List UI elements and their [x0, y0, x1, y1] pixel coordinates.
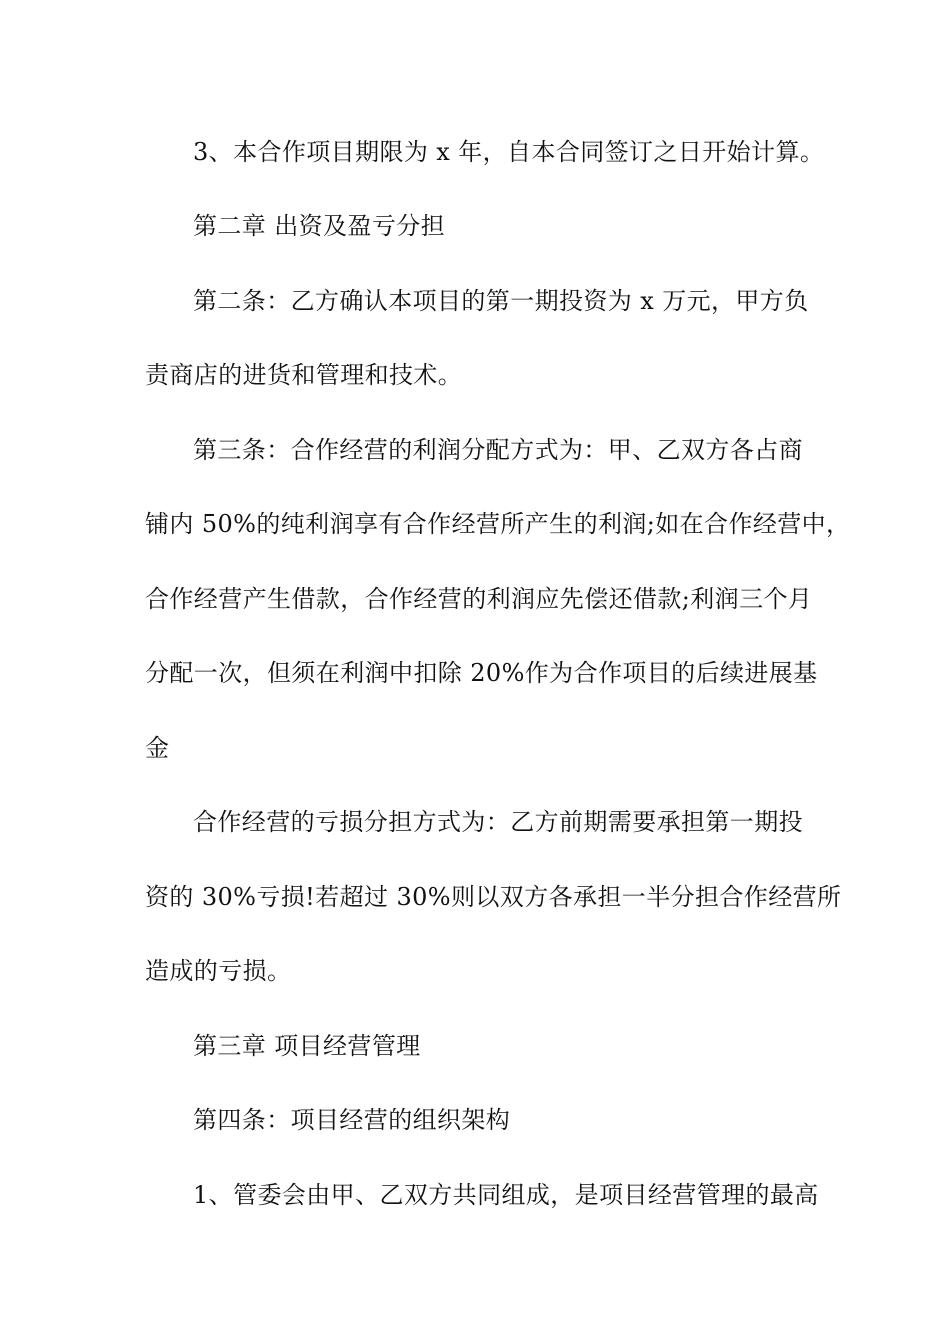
loss-sharing-line-2: 资的 30%亏损!若超过 30%则以双方各承担一半分担合作经营所 — [145, 883, 842, 911]
paragraph-term-duration: 3、本合作项目期限为 x 年，自本合同签订之日开始计算。 — [193, 138, 825, 166]
article-4-item-1: 1、管委会由甲、乙双方共同组成，是项目经营管理的最高 — [193, 1181, 819, 1209]
chapter-3-heading: 第三章 项目经营管理 — [193, 1032, 421, 1060]
article-4-heading: 第四条：项目经营的组织架构 — [193, 1106, 511, 1134]
article-3-line-1: 第三条：合作经营的利润分配方式为：甲、乙双方各占商 — [193, 436, 803, 464]
loss-sharing-line-3: 造成的亏损。 — [145, 957, 292, 985]
loss-sharing-line-1: 合作经营的亏损分担方式为：乙方前期需要承担第一期投 — [193, 808, 803, 836]
article-3-line-5: 金 — [145, 734, 170, 762]
chapter-2-heading: 第二章 出资及盈亏分担 — [193, 212, 446, 240]
article-3-line-2: 铺内 50%的纯利润享有合作经营所产生的利润;如在合作经营中， — [145, 510, 851, 538]
article-3-line-3: 合作经营产生借款，合作经营的利润应先偿还借款;利润三个月 — [145, 585, 813, 613]
article-2-line-1: 第二条：乙方确认本项目的第一期投资为 x 万元，甲方负 — [193, 287, 809, 315]
article-2-line-2: 责商店的进货和管理和技术。 — [145, 361, 463, 389]
article-3-line-4: 分配一次，但须在利润中扣除 20%作为合作项目的后续进展基 — [145, 659, 818, 687]
